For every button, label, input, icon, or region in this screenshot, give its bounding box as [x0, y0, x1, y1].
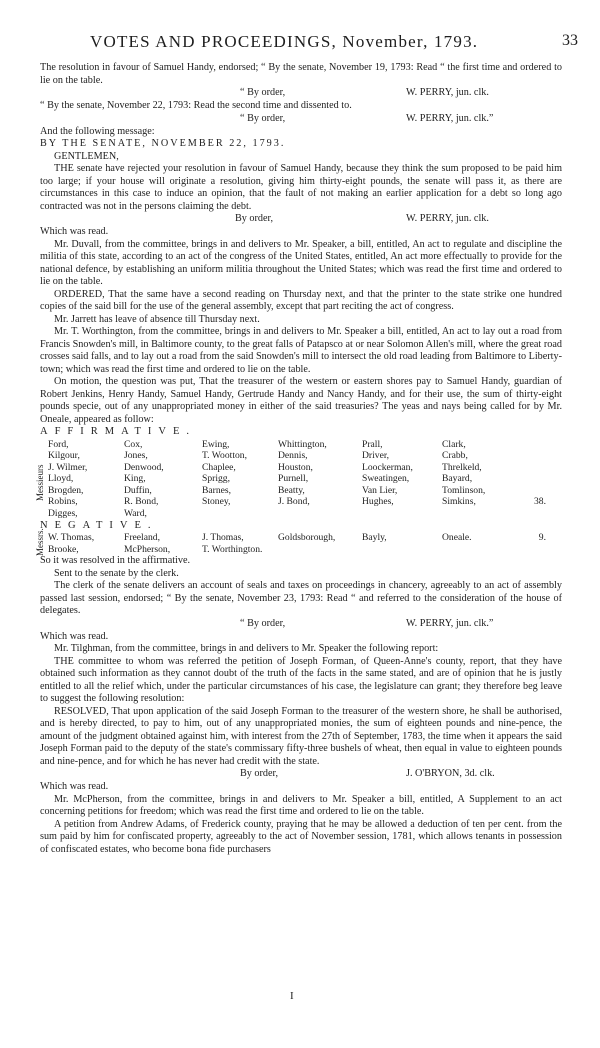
paragraph-freedom-bill: Mr. McPherson, from the committee, brings in and delivers to Mr. Speaker a bill, entitled, A Supplement to an act concerning petitions for freedom; which was read the first time and ordered to lie on the table. — [40, 793, 562, 818]
messrs-label: Messrs. — [35, 528, 45, 557]
affirmative-voter-name: Purnell, — [278, 473, 309, 485]
clerk-signature: W. PERRY, jun. clk. — [406, 87, 489, 98]
paragraph-sent-to-senate: Sent to the senate by the clerk. — [54, 567, 179, 579]
paragraph-which-was-read: Which was read. — [40, 226, 109, 237]
signature-line — [40, 113, 562, 126]
affirmative-voter-name — [506, 439, 546, 451]
affirmative-voter-name: Robins, — [48, 496, 78, 508]
negative-voter-name — [278, 544, 362, 556]
affirmative-voter-name: King, — [124, 473, 146, 485]
negative-voter-name: T. Worthington. — [202, 543, 263, 555]
affirmative-voter-name: Ford, — [48, 438, 69, 450]
negative-voter-name: McPherson, — [124, 543, 171, 555]
vote-result: So it was resolved in the affirmative. — [40, 555, 191, 567]
affirmative-block — [35, 438, 562, 520]
affirmative-voter-name: Barnes, — [202, 484, 232, 496]
by-order-label: By order, — [235, 213, 274, 224]
affirmative-voter-name: Cox, — [124, 438, 143, 450]
affirmative-voter-name — [442, 508, 506, 520]
paragraph-message-intro: And the following message: — [40, 125, 155, 137]
signature-line — [40, 87, 562, 100]
affirmative-voter-name: Clark, — [442, 438, 466, 450]
paragraph-militia-bill: Mr. Duvall, from the committee, brings in and delivers to Mr. Speaker, a bill, entitled, An act to regulate and discipline the militia of this state, according to an act of the congress of the United States, entitled, An act more effectually to provide for the national defence, by establishing an uniform militia throughout the United States; which was read the first time and ordered to lie on the table. — [40, 238, 562, 287]
affirmative-voter-name: Lloyd, — [48, 473, 74, 485]
by-order-label: “ By order, — [240, 87, 286, 98]
messieurs-label: Messieurs — [35, 464, 45, 501]
affirmative-voter-name: J. Wilmer, — [48, 461, 88, 473]
negative-heading: NEGATIVE. — [40, 519, 158, 531]
affirmative-names — [40, 439, 562, 520]
yeas-and-nays — [35, 426, 562, 568]
senate-message-heading: BY THE SENATE, NOVEMBER 22, 1793. — [40, 138, 286, 149]
negative-block — [35, 528, 562, 557]
affirmative-voter-name: Digges, — [48, 508, 78, 520]
by-order-label: By order, — [240, 768, 279, 780]
clerk-signature: W. PERRY, jun. clk.” — [406, 112, 494, 124]
affirmative-voter-name: 38. — [534, 496, 546, 508]
negative-voter-name: Freeland, — [124, 532, 160, 544]
paragraph-ordered: ORDERED, That the same have a second reading on Thursday next, and that the printer to the state strike one hundred copies of the said bill for the use of the general assembly, except that part reciting the act of congress. — [40, 288, 562, 312]
signature-mark: I — [290, 990, 294, 1002]
clerk-signature: J. O'BRYON, 3d. clk. — [406, 768, 495, 780]
page-body — [35, 62, 562, 856]
affirmative-voter-name: Bayard, — [442, 473, 473, 485]
negative-voter-name: Goldsborough, — [278, 532, 336, 544]
affirmative-voter-name: T. Wootton, — [202, 450, 247, 462]
page-header — [30, 30, 578, 56]
signature-line — [40, 618, 562, 631]
affirmative-voter-name: Houston, — [278, 461, 313, 473]
paragraph-tilghman-report: Mr. Tilghman, from the committee, brings in and delivers to Mr. Speaker the following report: — [54, 643, 439, 655]
negative-voter-name: Brooke, — [48, 543, 79, 555]
affirmative-voter-name: Ewing, — [202, 438, 230, 450]
affirmative-voter-name — [362, 508, 442, 520]
affirmative-voter-name: Dennis, — [278, 450, 308, 462]
affirmative-voter-name — [506, 450, 546, 462]
affirmative-voter-name: Kilgour, — [48, 450, 80, 462]
negative-voter-name: Bayly, — [362, 532, 387, 544]
paragraph-leave-of-absence: Mr. Jarrett has leave of absence till Thursday next. — [54, 313, 260, 325]
running-title: VOTES AND PROCEEDINGS, November, 1793. — [90, 32, 479, 51]
affirmative-voter-name: Threlkeld, — [442, 461, 482, 473]
paragraph-motion: On motion, the question was put, That the treasurer of the western or eastern shores pay to Samuel Handy, guardian of Robert Jenkins, Henry Handy, Samuel Handy, Gertrude Handy and Nancy Handy, and for their use, the sum of thirty-eight pounds specie, out of any unappropriated money in either of the said treasuries? The yeas and nays being called for by Mr. Oneale, appeared as follow: — [40, 376, 562, 425]
paragraph-road-bill: Mr. T. Worthington, from the committee, brings in and delivers to Mr. Speaker a bill, entitled, An act to lay out a road from Francis Snowden's mill, in Baltimore county, to the great falls of Patapsco at or near Solomon Allen's mill, where the great road crosses said falls, and to lay out a road from the said Snowden's mill to intersect the old road leading from Baltimore to Liberty-town; which was read the first time and ordered to lie on the table. — [40, 326, 562, 375]
affirmative-voter-name: Beatty, — [278, 484, 305, 496]
affirmative-voter-name: Driver, — [362, 450, 390, 462]
paragraph-senate-message: THE senate have rejected your resolution in favour of Samuel Handy, because they think the sum proposed to be paid him too large; if your house will originate a resolution, giving him thirty-eight pounds, the senate will pass it, as there are circumstances in this case to induce an opinion, that the fault of not making an earlier application for a debt so long ago contracted was not in the persons claiming the debt. — [40, 163, 562, 212]
affirmative-voter-name: Jones, — [124, 450, 148, 462]
by-order-label: “ By order, — [240, 617, 286, 629]
negative-voter-name: W. Thomas, — [48, 532, 95, 544]
affirmative-voter-name: Whittington, — [278, 438, 327, 450]
affirmative-heading: AFFIRMATIVE. — [40, 426, 197, 437]
affirmative-voter-name: Brogden, — [48, 484, 84, 496]
affirmative-voter-name — [202, 508, 278, 520]
negative-names — [40, 532, 562, 555]
affirmative-voter-name: Sweatingen, — [362, 473, 410, 485]
affirmative-voter-name: Denwood, — [124, 461, 164, 473]
affirmative-voter-name: Ward, — [124, 508, 147, 520]
affirmative-voter-name: Stoney, — [202, 496, 231, 508]
affirmative-voter-name — [506, 473, 546, 485]
affirmative-voter-name: Tomlinson, — [442, 484, 486, 496]
negative-voter-name — [506, 544, 546, 556]
negative-voter-name — [362, 544, 442, 556]
paragraph-senate-dissent: “ By the senate, November 22, 1793: Read the second time and dissented to. — [40, 100, 352, 111]
negative-voter-name: J. Thomas, — [202, 532, 244, 544]
affirmative-voter-name — [506, 508, 546, 520]
affirmative-voter-name: Prall, — [362, 438, 383, 450]
by-order-label: “ By order, — [240, 112, 286, 124]
paragraph-chancery-account: The clerk of the senate delivers an account of seals and taxes on proceedings in chancery, agreeably to an act of assembly passed last session, endorsed; “ By the senate, November 23, 1793: Read “ and referred to the consideration of the house of delegates. — [40, 580, 562, 617]
affirmative-voter-name: R. Bond, — [124, 496, 159, 508]
affirmative-voter-name — [278, 508, 362, 520]
paragraph-which-was-read: Which was read. — [40, 630, 109, 642]
paragraph-resolution-endorsed: The resolution in favour of Samuel Handy, endorsed; “ By the senate, November 19, 1793: Read “ the first time and ordered to lie on the table. — [40, 62, 562, 86]
paragraph-adams-petition: A petition from Andrew Adams, of Frederick county, praying that he may be allowed a deduction of ten per cent. from the sum paid by him for confiscated property, agreeably to the act of November session, 1781, which allows tenants in possession of confiscated estates, who become bona fide purchasers — [40, 818, 562, 855]
affirmative-voter-name: Chaplee, — [202, 461, 236, 473]
affirmative-voter-name: Van Lier, — [362, 484, 398, 496]
affirmative-voter-name: Sprigg, — [202, 473, 230, 485]
affirmative-voter-name: J. Bond, — [278, 496, 310, 508]
affirmative-voter-name: Crabb, — [442, 450, 468, 462]
affirmative-voter-name: Simkins, — [442, 496, 476, 508]
paragraph-which-was-read: Which was read. — [40, 781, 109, 793]
paragraph-resolved: RESOLVED, That upon application of the said Joseph Forman to the treasurer of the western shore, he shall be authorised, and is hereby directed, to pay to him, out of any unappropriated monies, the sum of eighteen pounds and nine-pence, the amount of the judgment obtained against him, with interest from the 27th of September, 1783, the time when it appears the said Joseph Forman paid to the deputy of the state's commissary fifty-three bushels of wheat, then equal in value to eighteen pounds and nine-pence, and for which he has never had credit with the state. — [40, 705, 562, 767]
affirmative-voter-name — [506, 485, 546, 497]
negative-voter-name — [442, 544, 506, 556]
affirmative-voter-name: Duffin, — [124, 484, 152, 496]
affirmative-voter-name: Loockerman, — [362, 461, 413, 473]
salutation: GENTLEMEN, — [54, 150, 119, 162]
negative-voter-name: Oneale. — [442, 532, 472, 544]
page-number: 33 — [562, 32, 578, 49]
signature-line — [40, 768, 562, 781]
clerk-signature: W. PERRY, jun. clk.” — [406, 617, 494, 629]
negative-voter-name: 9. — [538, 532, 546, 544]
affirmative-voter-name — [506, 462, 546, 474]
paragraph-committee-report: THE committee to whom was referred the petition of Joseph Forman, of Queen-Anne's county, report, that they have obtained such information as they cannot doubt of the truth of the facts in the same stated, and are of opinion that he is justly entitled to all the relief which, under the particular circumstances of his case, the legislature can grant; they therefore beg leave to suggest the following resolution: — [40, 655, 562, 705]
clerk-signature: W. PERRY, jun. clk. — [406, 213, 489, 224]
affirmative-voter-name: Hughes, — [362, 496, 394, 508]
signature-line — [40, 213, 562, 226]
